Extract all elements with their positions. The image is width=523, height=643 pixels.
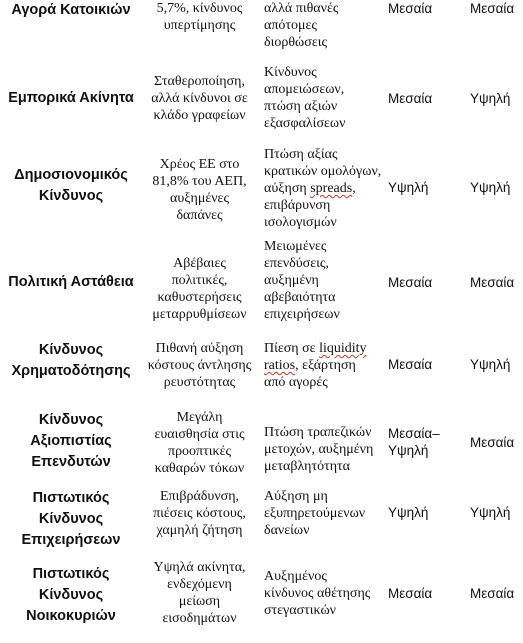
risk-name-cell: Πολιτική Αστάθεια [8, 274, 134, 290]
severity-cell: Υψηλή [470, 180, 511, 195]
probability-cell: Μεσαία [388, 1, 433, 16]
impact-line-ratios: ratios, εξάρτηση [264, 358, 356, 373]
risk-name-cell: Κίνδυνος Χρηματοδότησης [11, 342, 131, 379]
impact-cell: Αύξηση μη εξυπηρετούμενων δανείων [264, 489, 366, 538]
impact-cell: Μειωμένες επενδύσεις, αυξημένη αβεβαιότητα επιχειρήσεων [264, 239, 340, 322]
current-status-cell: Σταθεροποίηση, αλλά κίνδυνοι σε κλάδο γραφείων [151, 74, 248, 123]
table-row [0, 560, 523, 643]
current-status-cell: Αβέβαιες πολιτικές, καθυστερήσεις μεταρρυθμίσεων [152, 256, 247, 322]
risk-name-cell: Δημοσιονομικός Κίνδυνος [14, 167, 128, 204]
table-row [0, 336, 523, 401]
probability-cell: Υψηλή [388, 505, 429, 520]
severity-cell: Μεσαία [470, 586, 515, 601]
impact-line-liquidity: Πίεση σε liquidity [264, 341, 367, 356]
probability-cell: Μεσαία– Υψηλή [388, 426, 440, 458]
current-status-cell: Πιθανή αύξηση κόστους άντλησης ρευστότητας [147, 341, 252, 390]
impact-line-spreads: αύξηση spreads, [264, 181, 356, 196]
impact-cell: Πίεση σε liquidity ratios, εξάρτηση από αγορές [264, 340, 388, 391]
impact-cell: Πτώση αξίας κρατικών ομολόγων, αύξηση spreads, επιβάρυνση ισολογισμών [264, 146, 388, 231]
severity-cell: Μεσαία [470, 275, 515, 290]
current-status-cell: 5,7%, κίνδυνος υπερτίμησης [156, 1, 243, 33]
risk-name-cell: Αγορά Κατοικιών [11, 2, 131, 18]
risk-name-cell: Εμπορικά Ακίνητα [8, 90, 134, 106]
probability-cell: Μεσαία [388, 275, 433, 290]
probability-cell: Μεσαία [388, 357, 433, 372]
severity-cell: Μεσαία [470, 1, 515, 16]
current-status-cell: Χρέος ΕΕ στο 81,8% του ΑΕΠ, αυξημένες δαπάνες [152, 157, 247, 223]
probability-cell: Μεσαία [388, 91, 433, 106]
table-row [0, 147, 523, 238]
risk-name-cell: Πιστωτικός Κίνδυνος Επιχειρήσεων [21, 490, 121, 548]
risk-name-cell: Κίνδυνος Αξιοπιστίας Επενδυτών [30, 412, 112, 470]
current-status-cell: Υψηλά ακίνητα, ενδεχόμενη μείωση εισοδημάτων [153, 560, 246, 626]
impact-cell: Πτώση τραπεζικών μετοχών, αυξημένη μεταβλητότητα [264, 425, 374, 474]
impact-cell: αλλά πιθανές απότομες διορθώσεις [264, 1, 339, 50]
severity-cell: Υψηλή [470, 357, 511, 372]
severity-cell: Υψηλή [470, 91, 511, 106]
table-row [0, 484, 523, 560]
severity-cell: Μεσαία [470, 435, 515, 450]
severity-cell: Υψηλή [470, 505, 511, 520]
table-row [0, 238, 523, 336]
risk-name-cell: Πιστωτικός Κίνδυνος Νοικοκυριών [26, 566, 116, 624]
table-row [0, 401, 523, 484]
table-row [0, 64, 523, 147]
current-status-cell: Μεγάλη ευαισθησία στις προοπτικές καθαρών τόκων [154, 410, 245, 476]
table-row [0, 0, 523, 64]
impact-cell: Αυξημένος κίνδυνος αθέτησης στεγαστικών [264, 569, 371, 618]
impact-cell: Κίνδυνος απομειώσεων, πτώση αξιών εξασφαλίσεων [264, 65, 346, 131]
current-status-cell: Επιβράδυνση, πιέσεις κόστους, χαμηλή ζήτηση [153, 489, 246, 538]
probability-cell: Μεσαία [388, 586, 433, 601]
probability-cell: Υψηλή [388, 180, 429, 195]
